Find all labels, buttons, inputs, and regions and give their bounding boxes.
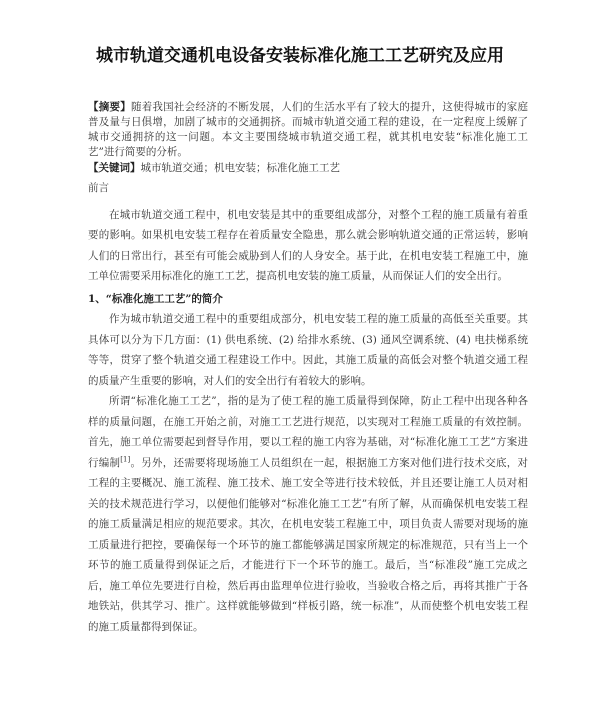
paragraph-intro: 在城市轨道交通工程中，机电安装是其中的重要组成部分，对整个工程的施工质量有着重要的影响。如果机电安装工程存在着质量安全隐患，那么就会影响轨道交通的正常运转，影响人们的日常出行，甚至有可能会威胁到人们的人身安全。基于此，在机电安装工程施工中，施工单位需要采用标准化的施工工艺，提高机电安装的施工质量，从而保证人们的安全出行。 <box>88 208 528 282</box>
abstract-text: 随着我国社会经济的不断发展，人们的生活水平有了较大的提升，这使得城市的家庭普及量与日俱增，加剧了城市的交通拥挤。而城市轨道交通工程的建设，在一定程度上缓解了城市交通拥挤的这一问题。本文主要围绕城市轨道交通工程，就其机电安装“标准化施工工艺”进行简要的分析。 <box>88 101 529 158</box>
abstract-label: 【摘要】 <box>88 101 131 113</box>
document-title: 城市轨道交通机电设备安装标准化施工工艺研究及应用 <box>96 46 504 66</box>
paragraph-3 <box>88 391 528 637</box>
paragraph-3-part-a: 所谓“标准化施工工艺”，指的是为了使工程的施工质量得到保障，防止工程中出现各种各样的质量问题，在施工开始之前，对施工工艺进行规范，以实现对工程施工质量的有效控制。首先，施工单位需要起到督导作用，要以工程的施工内容为基础，对“标准化施工工艺”方案进行编制 <box>88 395 528 469</box>
keywords-label: 【关键词】 <box>88 162 141 174</box>
citation-ref: [1] <box>120 455 131 463</box>
paragraph-3-part-b: 。另外，还需要将现场施工人员组织在一起，根据施工方案对他们进行技术交底，对工程的主要概况、施工流程、施工技术、施工安全等进行技术较低，并且还要让施工人员对相关的技术规范进行学习，以便他们能够对“标准化施工工艺”有所了解，从而确保机电安装工程的施工质量满足相应的规范要求。其次，在机电安装工程施工中，项目负责人需要对现场的施工质量进行把控，要确保每一个环节的施工都能够满足国家所规定的标准规范，只有当上一个环节的施工质量得到保证之后，才能进行下一个环节的施工。最后，当“标准段”施工完成之后，施工单位先要进行自检，然后再由监理单位进行验收，当验收合格之后，再将其推广于各地铁站，供其学习、推广。这样就能够做到“样板引路，统一标准”，从而使整个机电安装工程的施工质量都得到保证。 <box>88 456 529 633</box>
abstract <box>88 100 528 160</box>
document-body <box>88 178 528 637</box>
keywords-text: 城市轨道交通；机电安装；标准化施工工艺 <box>140 162 340 174</box>
paragraph-2: 作为城市轨道交通工程中的重要组成部分，机电安装工程的施工质量的高低至关重要。其具体可以分为下几方面：(1) 供电系统、(2) 给排水系统、(3) 通风空调系统、(4) 电扶梯系统等等，贯穿了整个轨道交通工程建设工作中。因此，其施工质量的高低会对整个轨道交通工程的质量产生重要的影响，对人们的安全出行有着较大的影响。 <box>88 313 528 387</box>
preface-heading: 前言 <box>88 182 109 194</box>
section-heading-1: 1、“标准化施工工艺”的简介 <box>88 292 223 305</box>
keywords <box>88 161 528 176</box>
abstract-block <box>88 100 528 176</box>
